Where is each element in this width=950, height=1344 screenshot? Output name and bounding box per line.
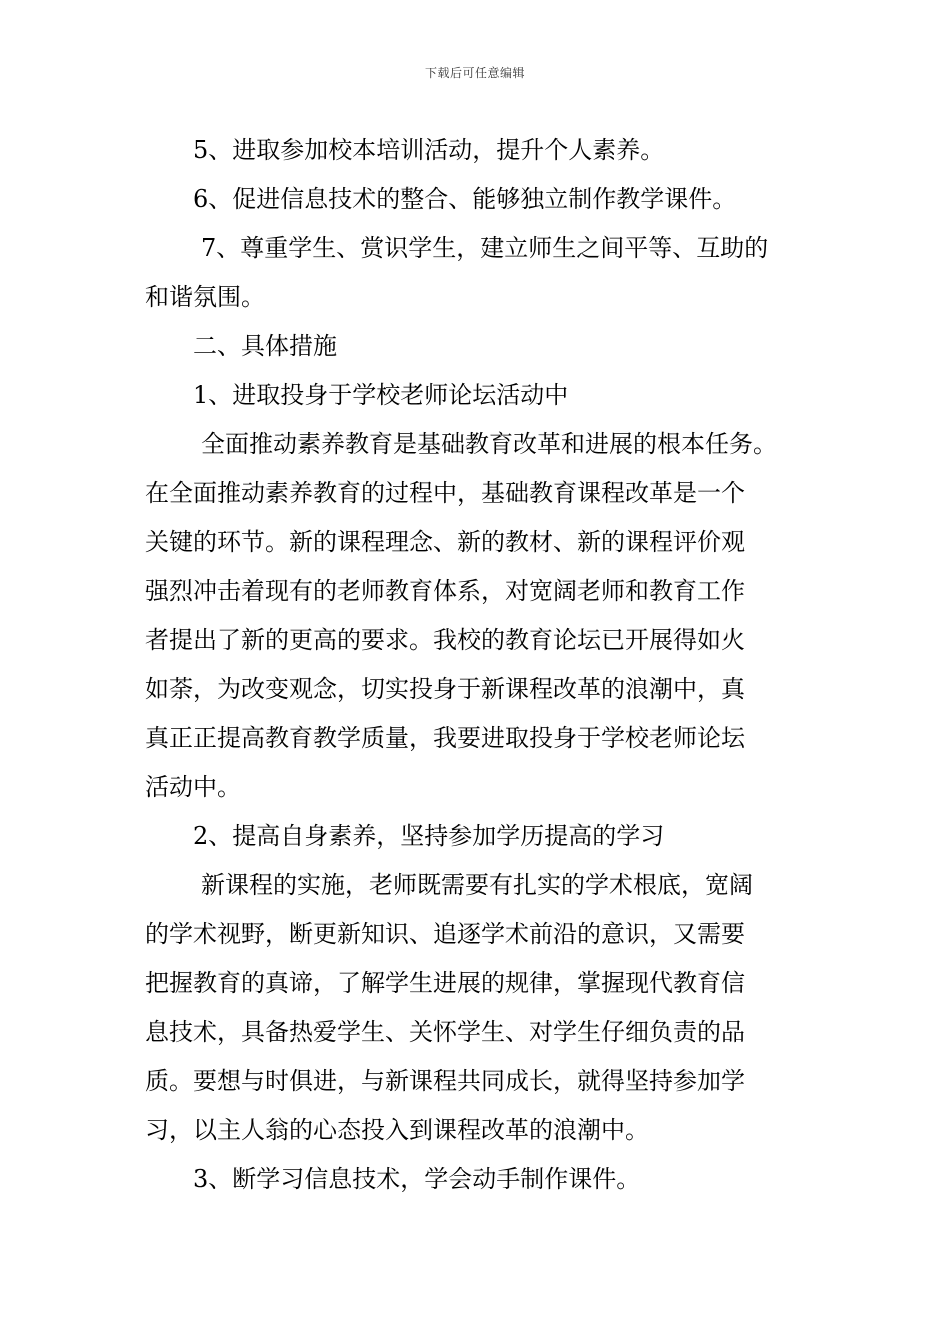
paragraph-2-line: 的学术视野，断更新知识、追逐学术前沿的意识，又需要 [145,920,745,948]
paragraph-1-line: 关键的环节。新的课程理念、新的教材、新的课程评价观 [145,528,745,556]
paragraph-2-line: 习，以主人翁的心态投入到课程改革的浪潮中。 [145,1116,649,1144]
list-item-7: 7、尊重学生、赏识学生，建立师生之间平等、互助的 [201,234,769,262]
paragraph-2-line: 把握教育的真谛，了解学生进展的规律，掌握现代教育信 [145,969,745,997]
list-item-5: 5、进取参加校本培训活动，提升个人素养。 [193,136,665,164]
paragraph-1-line: 如荼，为改变观念，切实投身于新课程改革的浪潮中，真 [145,675,745,703]
paragraph-2-line: 质。要想与时俱进，与新课程共同成长，就得坚持参加学 [145,1067,745,1095]
measure-heading-3: 3、断学习信息技术，学会动手制作课件。 [193,1165,641,1193]
paragraph-1-line: 在全面推动素养教育的过程中，基础教育课程改革是一个 [145,479,745,507]
measure-heading-2: 2、提高自身素养，坚持参加学历提高的学习 [193,822,665,850]
page-header: 下载后可任意编辑 [424,66,525,80]
list-item-7-continued: 和谐氛围。 [145,283,265,311]
paragraph-1-line: 者提出了新的更高的要求。我校的教育论坛已开展得如火 [145,626,745,654]
document-body [145,126,825,1204]
paragraph-2-line: 新课程的实施，老师既需要有扎实的学术根底，宽阔 [201,871,753,899]
paragraph-2-line: 息技术，具备热爱学生、关怀学生、对学生仔细负责的品 [145,1018,745,1046]
paragraph-1-line: 真正正提高教育教学质量，我要进取投身于学校老师论坛 [145,724,745,752]
paragraph-1-line: 强烈冲击着现有的老师教育体系，对宽阔老师和教育工作 [145,577,745,605]
measure-heading-1: 1、进取投身于学校老师论坛活动中 [193,381,569,409]
section-heading-measures: 二、具体措施 [193,332,337,360]
paragraph-1-line: 全面推动素养教育是基础教育改革和进展的根本任务。 [201,430,777,458]
list-item-6: 6、促进信息技术的整合、能够独立制作教学课件。 [193,185,737,213]
paragraph-1-line: 活动中。 [145,773,241,801]
